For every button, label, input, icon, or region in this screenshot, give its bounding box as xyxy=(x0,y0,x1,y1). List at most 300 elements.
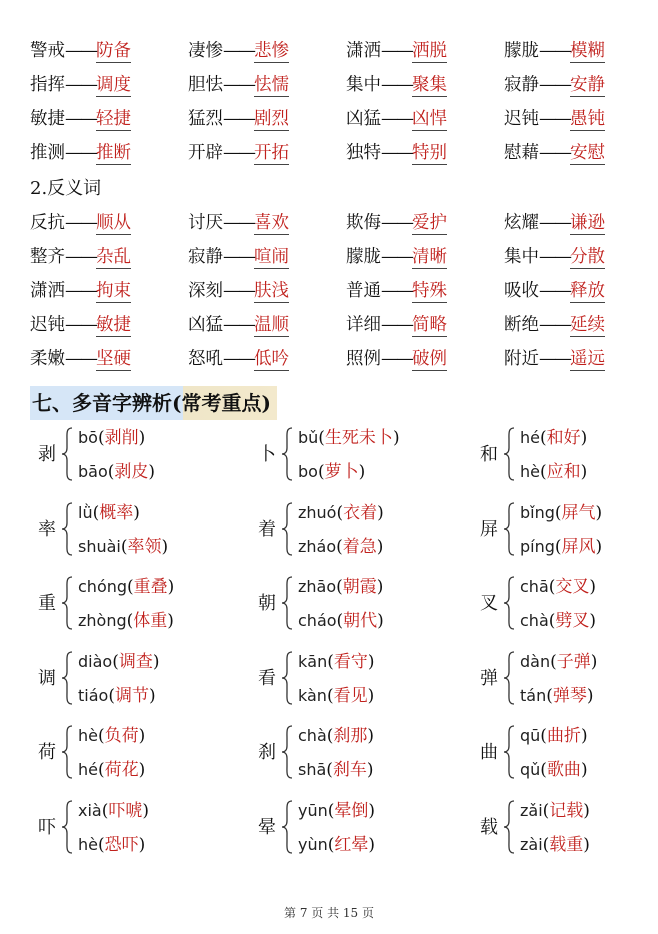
paren: ( xyxy=(327,651,334,672)
dash: —— xyxy=(65,41,96,61)
polyphone-entry xyxy=(472,567,640,642)
polyphone-character: 荷 xyxy=(38,742,56,763)
polyphone-character: 晕 xyxy=(258,816,276,838)
example-word: 交叉 xyxy=(555,577,590,597)
antonym-word: 反抗 xyxy=(30,213,65,233)
dash: —— xyxy=(223,213,254,233)
antonym-word: 柔嫩 xyxy=(30,349,65,369)
dash: —— xyxy=(223,247,254,267)
paren: ) xyxy=(366,760,374,780)
antonym-word: 吸收 xyxy=(504,281,539,301)
synonym-answer: 防备 xyxy=(96,41,131,61)
synonym-word: 开辟 xyxy=(188,143,223,163)
polyphone-reading xyxy=(78,650,159,674)
pinyin: hè xyxy=(78,726,98,745)
paren: ( xyxy=(539,428,547,448)
dash: —— xyxy=(223,281,254,301)
antonym-word: 炫耀 xyxy=(504,213,539,233)
example-word: 负荷 xyxy=(104,726,139,746)
paren: ( xyxy=(336,611,344,631)
dash: —— xyxy=(539,315,570,335)
paren: ) xyxy=(376,577,384,597)
example-word: 吓唬 xyxy=(108,800,143,821)
polyphone-character: 调 xyxy=(38,667,56,689)
brace-icon xyxy=(60,501,74,557)
dash: —— xyxy=(65,281,96,301)
pinyin: zhāo xyxy=(298,577,337,596)
synonym-word: 迟钝 xyxy=(504,109,539,129)
dash: —— xyxy=(223,41,254,61)
synonym-answer: 凶悍 xyxy=(412,109,447,129)
brace-icon xyxy=(502,501,516,557)
polyphone-reading xyxy=(78,609,174,633)
antonym-pair xyxy=(30,206,188,240)
polyphone-reading xyxy=(298,501,384,525)
polyphone-character: 刹 xyxy=(258,742,276,763)
antonym-answer: 破例 xyxy=(412,349,447,369)
dash: —— xyxy=(65,213,96,233)
paren: ( xyxy=(326,726,334,746)
paren: ) xyxy=(138,834,146,855)
antonym-word: 迟钝 xyxy=(30,315,65,335)
polyphone-entry xyxy=(250,791,472,866)
antonym-pair xyxy=(188,342,346,376)
antonym-pair xyxy=(504,308,630,342)
paren: ( xyxy=(546,685,553,706)
polyphone-reading xyxy=(78,684,156,708)
polyphone-reading xyxy=(520,609,596,633)
polyphone-reading xyxy=(78,724,145,748)
antonym-pair xyxy=(504,206,630,240)
paren: ( xyxy=(539,462,547,482)
paren: ) xyxy=(148,685,156,706)
synonym-answer: 洒脱 xyxy=(412,41,447,61)
pinyin: lǜ xyxy=(78,502,93,522)
antonym-answer: 低吟 xyxy=(254,349,289,369)
paren: ) xyxy=(167,611,174,631)
example-word: 和好 xyxy=(546,428,581,448)
paren: ) xyxy=(142,800,149,821)
polyphone-reading xyxy=(78,799,149,823)
polyphone-reading xyxy=(78,460,155,484)
synonym-word: 集中 xyxy=(346,75,381,95)
brace-icon xyxy=(280,650,294,706)
synonym-word: 推测 xyxy=(30,143,65,163)
synonym-pair xyxy=(504,102,630,136)
example-word: 恐吓 xyxy=(104,834,139,855)
paren: ( xyxy=(97,726,105,746)
synonym-pair xyxy=(188,136,346,170)
dash: —— xyxy=(381,315,412,335)
polyphone-character: 重 xyxy=(38,593,56,614)
polyphone-entry xyxy=(250,418,472,493)
pinyin: kān xyxy=(298,651,328,671)
paren: ) xyxy=(161,536,169,557)
pinyin: cháo xyxy=(298,611,337,630)
polyphone-character: 吓 xyxy=(38,816,56,838)
polyphone-reading xyxy=(298,833,375,857)
synonym-pair xyxy=(30,136,188,170)
paren: ) xyxy=(148,462,156,482)
pinyin: kàn xyxy=(298,685,327,705)
antonym-word: 朦胧 xyxy=(346,247,381,267)
example-word: 朝代 xyxy=(343,611,378,631)
paren: ( xyxy=(326,685,334,706)
example-word: 看见 xyxy=(333,685,368,706)
antonym-answer: 遥远 xyxy=(570,349,605,369)
paren: ) xyxy=(152,651,160,672)
paren: ) xyxy=(133,502,140,523)
antonym-answer: 温顺 xyxy=(254,315,289,335)
synonym-answer: 模糊 xyxy=(570,41,605,61)
antonym-pair xyxy=(188,206,346,240)
dash: —— xyxy=(539,213,570,233)
pinyin: yūn xyxy=(298,800,328,820)
synonym-word: 朦胧 xyxy=(504,41,539,61)
paren: ( xyxy=(126,611,134,631)
pinyin: hè xyxy=(78,834,98,854)
brace-icon xyxy=(60,650,74,706)
antonym-pair xyxy=(346,342,504,376)
brace-icon xyxy=(502,426,516,482)
antonym-pair xyxy=(30,240,188,274)
synonym-pair xyxy=(504,34,630,68)
dash: —— xyxy=(381,349,412,369)
synonym-answer: 剧烈 xyxy=(254,109,289,129)
antonym-word: 详细 xyxy=(346,315,381,335)
antonym-word: 集中 xyxy=(504,247,539,267)
antonym-answer: 顺从 xyxy=(96,213,131,233)
example-word: 调节 xyxy=(114,685,149,706)
dash: —— xyxy=(65,349,96,369)
dash: —— xyxy=(381,281,412,301)
polyphone-reading xyxy=(78,575,174,599)
dash: —— xyxy=(381,247,412,267)
antonym-word: 深刻 xyxy=(188,281,223,301)
synonym-word: 凄惨 xyxy=(188,41,223,61)
dash: —— xyxy=(381,213,412,233)
dash: —— xyxy=(539,75,570,95)
synonym-pair xyxy=(188,102,346,136)
synonym-pair xyxy=(346,68,504,102)
polyphone-character: 和 xyxy=(480,444,498,465)
paren: ) xyxy=(367,726,375,746)
polyphone-reading xyxy=(298,609,384,633)
paren: ( xyxy=(108,685,115,706)
synonym-answer: 安静 xyxy=(570,75,605,95)
example-word: 劈叉 xyxy=(555,611,590,631)
polyphone-reading xyxy=(78,833,145,857)
pinyin: xià xyxy=(78,800,102,820)
synonym-word: 警戒 xyxy=(30,41,65,61)
pinyin: chà xyxy=(298,726,327,745)
polyphone-reading xyxy=(520,460,587,484)
example-word: 歌曲 xyxy=(546,760,581,780)
dash: —— xyxy=(381,41,412,61)
dash: —— xyxy=(65,75,96,95)
paren: ) xyxy=(392,428,400,448)
antonym-answer: 简略 xyxy=(412,315,447,335)
example-word: 屏风 xyxy=(561,536,596,557)
dash: —— xyxy=(65,143,96,163)
paren: ( xyxy=(97,834,105,855)
paren: ( xyxy=(542,800,550,821)
polyphone-reading xyxy=(520,758,588,782)
antonym-answer: 延续 xyxy=(570,315,605,335)
example-word: 概率 xyxy=(99,502,134,523)
synonym-answer: 愚钝 xyxy=(570,109,605,129)
polyphone-reading xyxy=(520,799,590,823)
synonym-word: 指挥 xyxy=(30,75,65,95)
polyphone-entry xyxy=(250,716,472,791)
paren: ) xyxy=(580,726,588,746)
brace-icon xyxy=(280,501,294,557)
dash: —— xyxy=(381,143,412,163)
brace-icon xyxy=(502,650,516,706)
paren: ( xyxy=(540,726,547,746)
paren: ) xyxy=(368,834,376,855)
polyphone-reading xyxy=(298,758,374,782)
example-word: 刹车 xyxy=(332,760,367,780)
paren: ) xyxy=(589,577,597,597)
polyphone-reading xyxy=(298,799,375,823)
paren: ( xyxy=(336,502,344,523)
polyphone-reading xyxy=(298,460,365,484)
synonym-pair xyxy=(504,68,630,102)
paren: ) xyxy=(367,685,375,706)
synonym-pair xyxy=(188,34,346,68)
brace-icon xyxy=(502,575,516,631)
antonym-pair xyxy=(346,308,504,342)
antonym-word: 寂静 xyxy=(188,247,223,267)
paren: ( xyxy=(127,577,134,597)
polyphone-character: 朝 xyxy=(258,593,276,614)
example-word: 剥皮 xyxy=(114,462,149,482)
polyphone-reading xyxy=(520,724,588,748)
antonym-pair xyxy=(188,240,346,274)
polyphone-entry xyxy=(30,791,250,866)
paren: ( xyxy=(97,760,105,780)
polyphone-reading xyxy=(298,650,375,674)
synonym-word: 慰藉 xyxy=(504,143,539,163)
brace-icon xyxy=(280,799,294,855)
polyphone-character: 叉 xyxy=(480,593,498,614)
pinyin: tiáo xyxy=(78,685,109,705)
pinyin: qū xyxy=(520,726,541,745)
dash: —— xyxy=(539,349,570,369)
pinyin: zháo xyxy=(298,536,337,556)
dash: —— xyxy=(381,109,412,129)
paren: ( xyxy=(550,651,557,672)
dash: —— xyxy=(65,109,96,129)
polyphone-reading xyxy=(78,535,168,559)
dash: —— xyxy=(539,109,570,129)
pinyin: shuài xyxy=(78,536,121,556)
paren: ) xyxy=(138,428,146,448)
paren: ) xyxy=(595,502,603,523)
antonym-word: 断绝 xyxy=(504,315,539,335)
synonym-pair xyxy=(504,136,630,170)
antonym-answer: 释放 xyxy=(570,281,605,301)
synonym-pair xyxy=(346,102,504,136)
paren: ) xyxy=(590,651,598,672)
paren: ) xyxy=(595,536,603,557)
paren: ) xyxy=(586,685,594,706)
pinyin: bǔ xyxy=(298,428,319,447)
paren: ( xyxy=(97,428,105,448)
synonym-answer: 特别 xyxy=(412,143,447,163)
paren: ) xyxy=(589,611,597,631)
antonym-answer: 坚硬 xyxy=(96,349,131,369)
antonym-answer: 特殊 xyxy=(412,281,447,301)
paren: ) xyxy=(358,462,366,482)
pinyin: hè xyxy=(520,462,540,481)
pinyin: bǐng xyxy=(520,502,555,522)
antonym-word: 整齐 xyxy=(30,247,65,267)
synonym-pair xyxy=(30,34,188,68)
synonym-answer: 开拓 xyxy=(254,143,289,163)
example-word: 载重 xyxy=(549,834,584,855)
paren: ) xyxy=(580,760,588,780)
antonym-word: 潇洒 xyxy=(30,281,65,301)
paren: ( xyxy=(112,651,119,672)
example-word: 体重 xyxy=(133,611,168,631)
antonym-pair xyxy=(346,240,504,274)
pinyin: shā xyxy=(298,760,327,779)
polyphone-reading xyxy=(520,684,594,708)
paren: ( xyxy=(326,760,333,780)
synonym-word: 寂静 xyxy=(504,75,539,95)
pinyin: diào xyxy=(78,651,113,671)
antonym-pair xyxy=(188,274,346,308)
synonym-answer: 轻捷 xyxy=(96,109,131,129)
polyphone-character: 看 xyxy=(258,667,276,689)
pinyin: zhòng xyxy=(78,611,127,630)
example-word: 生死未卜 xyxy=(324,428,393,448)
example-word: 剥削 xyxy=(104,428,139,448)
pinyin: bo xyxy=(298,462,318,481)
antonym-answer: 杂乱 xyxy=(96,247,131,267)
paren: ) xyxy=(368,800,376,821)
dash: —— xyxy=(539,41,570,61)
synonym-word: 独特 xyxy=(346,143,381,163)
paren: ) xyxy=(580,428,588,448)
polyphone-character: 着 xyxy=(258,518,276,540)
example-word: 朝霞 xyxy=(342,577,377,597)
pinyin: zǎi xyxy=(520,800,543,820)
polyphone-reading xyxy=(298,684,374,708)
antonym-word: 附近 xyxy=(504,349,539,369)
antonym-answer: 喧闹 xyxy=(254,247,289,267)
antonym-word: 照例 xyxy=(346,349,381,369)
polyphone-entry xyxy=(30,716,250,791)
paren: ( xyxy=(101,800,109,821)
synonym-word: 潇洒 xyxy=(346,41,381,61)
section-title: 七、多音字辨析(常考重点) xyxy=(30,386,277,420)
antonym-pair xyxy=(30,342,188,376)
example-word: 调查 xyxy=(118,651,153,672)
pinyin: qǔ xyxy=(520,760,541,779)
antonym-answer: 分散 xyxy=(570,247,605,267)
synonym-grid xyxy=(30,34,630,170)
polyphone-character: 率 xyxy=(38,518,56,540)
synonym-pair xyxy=(346,34,504,68)
antonym-grid xyxy=(30,206,630,376)
brace-icon xyxy=(60,799,74,855)
synonym-pair xyxy=(188,68,346,102)
synonym-answer: 悲惨 xyxy=(254,41,289,61)
dash: —— xyxy=(539,281,570,301)
antonym-answer: 肤浅 xyxy=(254,281,289,301)
brace-icon xyxy=(60,724,74,780)
brace-icon xyxy=(60,426,74,482)
antonym-pair xyxy=(504,342,630,376)
polyphone-reading xyxy=(520,650,597,674)
antonym-pair xyxy=(504,274,630,308)
example-word: 曲折 xyxy=(546,726,581,746)
pinyin: chā xyxy=(520,577,549,596)
dash: —— xyxy=(539,247,570,267)
paren: ) xyxy=(580,462,588,482)
polyphone-character: 曲 xyxy=(480,742,498,763)
paren: ( xyxy=(336,536,343,557)
example-word: 晕倒 xyxy=(334,800,369,821)
polyphone-entry xyxy=(250,567,472,642)
antonym-answer: 爱护 xyxy=(412,213,447,233)
polyphone-entry xyxy=(30,567,250,642)
polyphone-reading xyxy=(520,426,587,450)
paren: ) xyxy=(377,502,384,523)
polyphone-entry xyxy=(472,642,640,717)
paren: ( xyxy=(92,502,100,523)
dash: —— xyxy=(65,247,96,267)
polyphone-character: 卜 xyxy=(258,444,276,465)
synonym-answer: 安慰 xyxy=(570,143,605,163)
paren: ) xyxy=(377,611,384,631)
antonym-word: 普通 xyxy=(346,281,381,301)
antonym-word: 怒吼 xyxy=(188,349,223,369)
pinyin: zài xyxy=(520,834,543,854)
paren: ) xyxy=(376,536,384,557)
example-word: 荷花 xyxy=(104,760,139,780)
synonym-word: 猛烈 xyxy=(188,109,223,129)
example-word: 率领 xyxy=(127,536,162,557)
paren: ) xyxy=(167,577,175,597)
polyphone-reading xyxy=(520,501,602,525)
polyphone-reading xyxy=(298,426,400,450)
pinyin: tán xyxy=(520,685,547,705)
pinyin: bō xyxy=(78,428,98,447)
pinyin: hé xyxy=(520,428,540,447)
paren: ) xyxy=(138,726,146,746)
dash: —— xyxy=(381,75,412,95)
paren: ( xyxy=(336,577,343,597)
paren: ) xyxy=(138,760,146,780)
dash: —— xyxy=(223,109,254,129)
polyphone-reading xyxy=(520,833,590,857)
polyphone-entry xyxy=(472,716,640,791)
polyphone-reading xyxy=(520,575,596,599)
polyphone-reading xyxy=(78,758,145,782)
paren: ( xyxy=(554,502,562,523)
polyphone-reading xyxy=(298,535,383,559)
brace-icon xyxy=(280,426,294,482)
paren: ( xyxy=(548,611,556,631)
dash: —— xyxy=(223,75,254,95)
pinyin: bāo xyxy=(78,462,108,481)
antonym-pair xyxy=(346,274,504,308)
antonym-pair xyxy=(30,308,188,342)
